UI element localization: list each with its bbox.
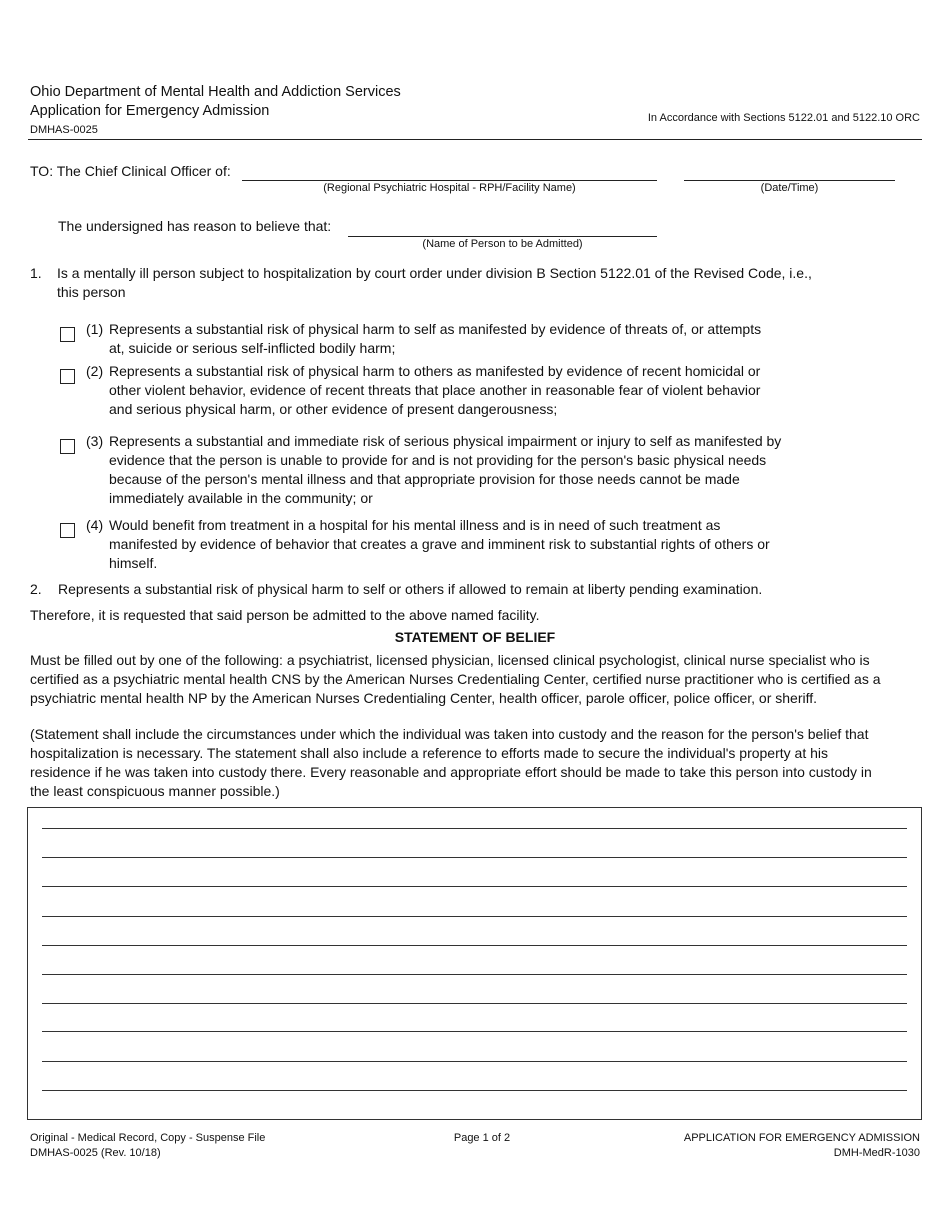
criterion-2-number: (2) bbox=[86, 363, 104, 379]
agency-name: Ohio Department of Mental Health and Addiction Services bbox=[30, 84, 401, 100]
item2-text: Represents a substantial risk of physical harm to self or others if allowed to remain at liberty pending examination. bbox=[58, 581, 763, 597]
criterion-2-line: other violent behavior, evidence of recent threats that place another in reasonable fear of violent behavior bbox=[109, 382, 761, 398]
person-caption: (Name of Person to be Admitted) bbox=[422, 238, 583, 250]
criterion-3-checkbox[interactable] bbox=[60, 439, 75, 454]
form-title: Application for Emergency Admission bbox=[30, 103, 270, 119]
datetime-caption: (Date/Time) bbox=[760, 182, 819, 194]
footer-form-code: DMH-MedR-1030 bbox=[833, 1147, 920, 1159]
facility-caption: (Regional Psychiatric Hospital - RPH/Facility Name) bbox=[323, 182, 576, 194]
criterion-3-line: evidence that the person is unable to provide for and is not providing for the person's basic physical needs bbox=[109, 452, 767, 468]
writing-line[interactable] bbox=[42, 945, 907, 946]
facility-name-field[interactable] bbox=[242, 180, 657, 181]
to-label: TO: The Chief Clinical Officer of: bbox=[30, 163, 231, 179]
criterion-1-line: at, suicide or serious self-inflicted bodily harm; bbox=[109, 340, 396, 356]
item1-text-line1: Is a mentally ill person subject to hospitalization by court order under division B Section 5122.01 of the Revised Code, i.e., bbox=[57, 265, 812, 281]
criterion-3-line: because of the person's mental illness and that appropriate provision for those needs cannot be made bbox=[109, 471, 740, 487]
authority-note: In Accordance with Sections 5122.01 and 5122.10 ORC bbox=[647, 112, 920, 124]
statement-box[interactable] bbox=[27, 807, 922, 1120]
writing-line[interactable] bbox=[42, 828, 907, 829]
writing-line[interactable] bbox=[42, 886, 907, 887]
header-divider bbox=[28, 139, 922, 140]
writing-line[interactable] bbox=[42, 1090, 907, 1091]
qualifier-line: psychiatric mental health NP by the American Nurses Credentialing Center, health officer, parole officer, police officer, or sheriff. bbox=[30, 690, 818, 706]
criterion-3-line: Represents a substantial and immediate risk of serious physical impairment or injury to self as manifested by bbox=[109, 433, 782, 449]
criterion-4-checkbox[interactable] bbox=[60, 523, 75, 538]
footer-distribution: Original - Medical Record, Copy - Suspense File bbox=[30, 1132, 266, 1144]
criterion-3-line: immediately available in the community; or bbox=[109, 490, 373, 506]
instruction-line: hospitalization is necessary. The statement shall also include a reference to efforts made to secure the individual's property at his bbox=[30, 745, 828, 761]
writing-line[interactable] bbox=[42, 1031, 907, 1032]
writing-line[interactable] bbox=[42, 974, 907, 975]
criterion-2-checkbox[interactable] bbox=[60, 369, 75, 384]
belief-label: The undersigned has reason to believe that: bbox=[58, 218, 332, 234]
criterion-4-line: Would benefit from treatment in a hospital for his mental illness and is in need of such treatment as bbox=[109, 517, 721, 533]
writing-line[interactable] bbox=[42, 857, 907, 858]
criterion-2-line: and serious physical harm, or other evidence of present dangerousness; bbox=[109, 401, 558, 417]
writing-line[interactable] bbox=[42, 1061, 907, 1062]
page-number: Page 1 of 2 bbox=[453, 1132, 511, 1144]
writing-line[interactable] bbox=[42, 1003, 907, 1004]
criterion-1-checkbox[interactable] bbox=[60, 327, 75, 342]
instruction-line: the least conspicuous manner possible.) bbox=[30, 783, 280, 799]
writing-line[interactable] bbox=[42, 916, 907, 917]
qualifier-line: certified as a psychiatric mental health CNS by the American Nurses Credentialing Center, certified nurse practitioner who is certified as a bbox=[30, 671, 881, 687]
instruction-line: (Statement shall include the circumstances under which the individual was taken into custody and the reason for the person's belief that bbox=[30, 726, 869, 742]
footer-revision: DMHAS-0025 (Rev. 10/18) bbox=[30, 1147, 161, 1159]
person-name-field[interactable] bbox=[348, 236, 657, 237]
criterion-2-line: Represents a substantial risk of physical harm to others as manifested by evidence of recent homicidal or bbox=[109, 363, 761, 379]
form-id: DMHAS-0025 bbox=[30, 124, 98, 136]
instruction-line: residence if he was taken into custody there. Every reasonable and appropriate effort should be made to take this person into custody in bbox=[30, 764, 872, 780]
footer-form-name: APPLICATION FOR EMERGENCY ADMISSION bbox=[683, 1132, 920, 1144]
criterion-1-line: Represents a substantial risk of physical harm to self as manifested by evidence of threats of, or attempts bbox=[109, 321, 762, 337]
item1-number: 1. bbox=[30, 265, 42, 281]
criterion-4-line: himself. bbox=[109, 555, 158, 571]
item1-text-line2: this person bbox=[57, 284, 126, 300]
qualifier-line: Must be filled out by one of the following: a psychiatrist, licensed physician, licensed clinical psychologist, clinical nurse specialist who is bbox=[30, 652, 870, 668]
request-statement: Therefore, it is requested that said person be admitted to the above named facility. bbox=[30, 607, 540, 623]
datetime-field[interactable] bbox=[684, 180, 895, 181]
criterion-3-number: (3) bbox=[86, 433, 104, 449]
item2-number: 2. bbox=[30, 581, 42, 597]
criterion-4-number: (4) bbox=[86, 517, 104, 533]
criterion-4-line: manifested by evidence of behavior that creates a grave and imminent risk to substantial rights of others or bbox=[109, 536, 770, 552]
criterion-1-number: (1) bbox=[86, 321, 104, 337]
statement-heading: STATEMENT OF BELIEF bbox=[394, 629, 556, 645]
